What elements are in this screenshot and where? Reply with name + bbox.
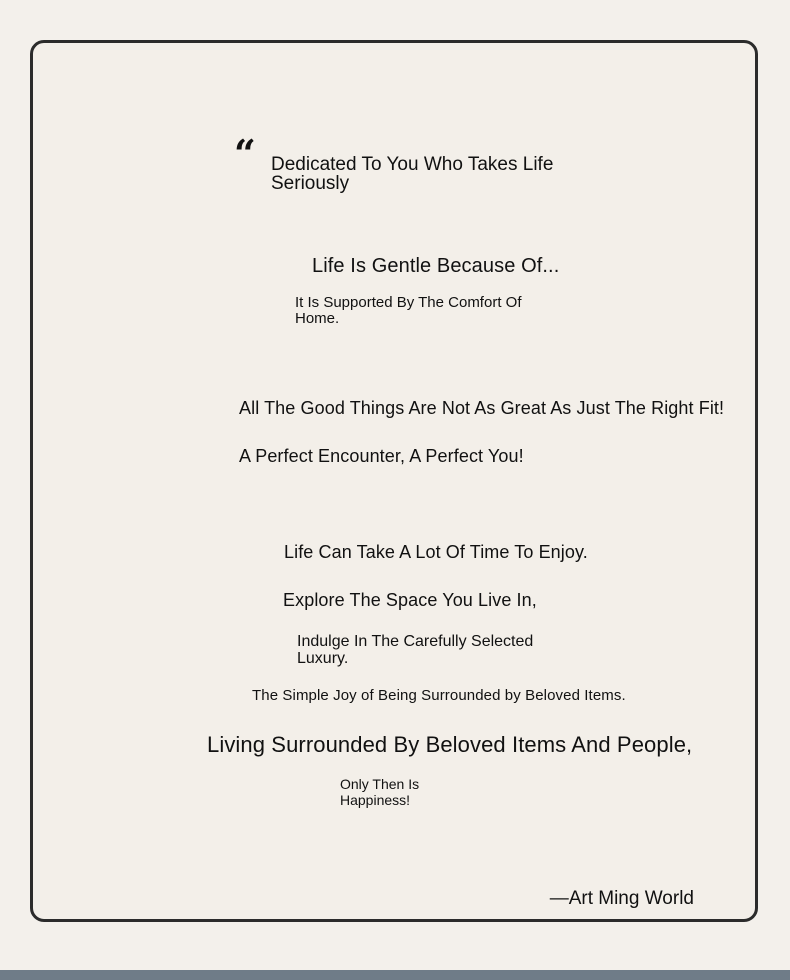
signature: —Art Ming World [549,888,694,909]
right-fit-text: All The Good Things Are Not As Great As Just The Right Fit! [239,398,725,418]
enjoy-time-text: Life Can Take A Lot Of Time To Enjoy. [284,542,588,562]
quote-card [30,40,758,922]
comfort-home-text: It Is Supported By The Comfort Of Home. [295,294,522,327]
bottom-edge-bar [0,970,790,980]
intro-dedication-text: Dedicated To You Who Takes Life Seriously [271,154,554,194]
beloved-items-text: Living Surrounded By Beloved Items And People, [207,732,693,757]
simple-joy-text: The Simple Joy of Being Surrounded by Beloved Items. [252,687,626,704]
life-gentle-text: Life Is Gentle Because Of... [312,255,560,277]
perfect-encounter-text: A Perfect Encounter, A Perfect You! [239,446,524,466]
explore-space-text: Explore The Space You Live In, [283,590,537,610]
happiness-text: Only Then Is Happiness! [340,776,420,808]
selected-luxury-text: Indulge In The Carefully Selected Luxury. [297,633,534,667]
quote-mark-icon: “ [234,131,256,176]
